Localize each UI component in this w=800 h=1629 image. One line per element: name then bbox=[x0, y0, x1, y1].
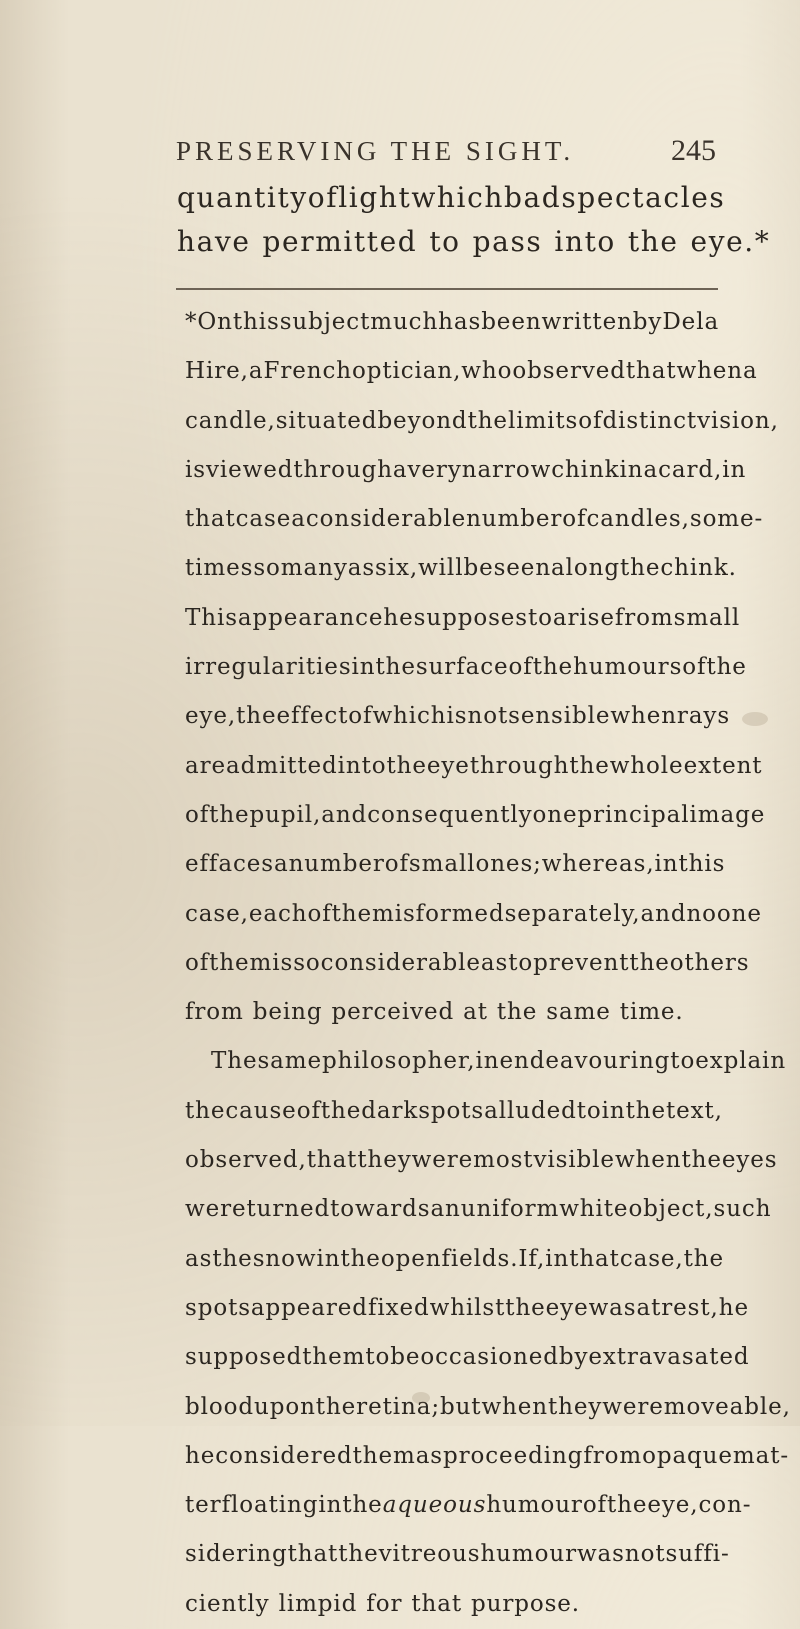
word: into bbox=[554, 225, 616, 258]
word: when bbox=[481, 1393, 548, 1420]
word: of bbox=[582, 1492, 607, 1519]
word: has bbox=[438, 309, 482, 335]
word: De bbox=[662, 309, 697, 335]
word: in bbox=[601, 1097, 626, 1124]
word: cause bbox=[225, 1097, 297, 1124]
word: them bbox=[352, 1442, 416, 1469]
text-line bbox=[185, 544, 737, 593]
word: pass bbox=[472, 225, 543, 258]
text-line bbox=[185, 1481, 752, 1530]
word: eye, bbox=[185, 703, 237, 730]
footnote-rule bbox=[176, 288, 718, 290]
word: separately, bbox=[504, 900, 641, 927]
word: of bbox=[562, 506, 587, 533]
word: a bbox=[743, 358, 758, 385]
word: of bbox=[508, 654, 533, 681]
word: in bbox=[619, 456, 644, 483]
text-line bbox=[185, 397, 779, 446]
word: moveable, bbox=[663, 1393, 791, 1420]
word: the bbox=[338, 1541, 379, 1568]
text-line bbox=[177, 176, 726, 220]
word: to bbox=[508, 949, 534, 976]
word: occasioned bbox=[420, 1344, 559, 1371]
word: * bbox=[185, 309, 198, 335]
word: to bbox=[576, 1097, 602, 1124]
word: On bbox=[197, 309, 233, 335]
word: vitreous bbox=[378, 1541, 481, 1568]
word: the bbox=[620, 555, 661, 582]
word: in bbox=[654, 851, 679, 878]
word: retina bbox=[356, 1393, 432, 1420]
word: the bbox=[342, 1492, 383, 1519]
word: by bbox=[632, 309, 663, 335]
word: irregularities bbox=[185, 654, 352, 681]
word: that bbox=[411, 1590, 462, 1617]
word: and bbox=[640, 900, 687, 927]
word: into bbox=[337, 752, 387, 779]
word: fields. bbox=[441, 1245, 519, 1272]
word: in bbox=[475, 1048, 500, 1075]
word: was bbox=[576, 1541, 625, 1568]
word: small bbox=[408, 851, 476, 878]
word: were bbox=[411, 1147, 474, 1174]
word: seen bbox=[493, 555, 552, 582]
word: of bbox=[384, 851, 409, 878]
word: the bbox=[627, 225, 679, 258]
word: purpose. bbox=[470, 1590, 581, 1617]
word: them bbox=[302, 1344, 366, 1371]
word: written bbox=[541, 309, 633, 335]
word: that bbox=[287, 1541, 339, 1568]
word: of bbox=[578, 407, 603, 434]
word: sidering bbox=[185, 1541, 288, 1568]
word: rays bbox=[676, 703, 731, 730]
word: the bbox=[625, 1097, 666, 1124]
word: a bbox=[248, 358, 264, 385]
text-line bbox=[177, 220, 771, 264]
word: eyes bbox=[721, 1147, 778, 1174]
word: con- bbox=[698, 1492, 752, 1519]
word: the bbox=[185, 1097, 226, 1124]
word: them bbox=[209, 949, 273, 976]
word: explain bbox=[695, 1048, 787, 1075]
word: when bbox=[610, 703, 677, 730]
word: considerable bbox=[320, 949, 481, 976]
word: have bbox=[177, 225, 251, 258]
word: one bbox=[532, 801, 578, 828]
word: endeavouring bbox=[499, 1048, 671, 1075]
word: the bbox=[683, 1245, 725, 1272]
word: object, bbox=[628, 1196, 714, 1223]
word: snow bbox=[252, 1245, 317, 1272]
text-line bbox=[185, 1284, 749, 1333]
word: very bbox=[407, 456, 462, 483]
word: the bbox=[386, 752, 427, 779]
word: at bbox=[636, 1294, 662, 1321]
word: six, bbox=[375, 555, 419, 582]
word: to bbox=[527, 604, 553, 631]
word: consequently bbox=[367, 801, 533, 828]
word: limits bbox=[507, 407, 579, 434]
word: the bbox=[681, 1147, 722, 1174]
text-line bbox=[185, 1037, 787, 1086]
word: case, bbox=[619, 1245, 684, 1272]
text-line bbox=[185, 495, 764, 544]
word: permitted bbox=[262, 225, 418, 258]
word: arise bbox=[552, 604, 615, 631]
word: ciently bbox=[185, 1590, 270, 1617]
word: whereas, bbox=[541, 851, 655, 878]
word: turned bbox=[246, 1196, 331, 1223]
word: of bbox=[296, 1097, 321, 1124]
word: been bbox=[481, 309, 542, 335]
text-line bbox=[185, 939, 750, 988]
word: through bbox=[293, 456, 393, 483]
word: subject bbox=[279, 309, 371, 335]
text-line bbox=[185, 347, 758, 396]
word: are bbox=[185, 752, 227, 779]
text-line bbox=[185, 791, 766, 840]
word: of bbox=[307, 181, 339, 214]
running-head bbox=[176, 134, 716, 174]
word: which bbox=[372, 703, 447, 730]
word: case, bbox=[185, 900, 249, 927]
word: perceived bbox=[331, 999, 455, 1026]
word: to bbox=[429, 225, 461, 258]
text-line bbox=[185, 742, 763, 791]
word: the bbox=[315, 1393, 357, 1420]
word: through bbox=[469, 752, 570, 779]
word: of bbox=[307, 900, 332, 927]
word: ; bbox=[431, 1393, 440, 1420]
word: towards bbox=[330, 1196, 431, 1223]
text-line bbox=[185, 988, 719, 1037]
word: small bbox=[673, 604, 741, 631]
word: whole bbox=[609, 752, 684, 779]
word: This bbox=[185, 604, 238, 631]
word: is bbox=[446, 703, 468, 730]
word: humour bbox=[480, 1541, 577, 1568]
word: French bbox=[263, 358, 352, 385]
text-line bbox=[185, 1185, 772, 1234]
word: they bbox=[547, 1393, 603, 1420]
word: many bbox=[280, 555, 348, 582]
word: in bbox=[316, 1245, 341, 1272]
paper-stain bbox=[412, 1392, 430, 1404]
word: times bbox=[185, 555, 254, 582]
word: candle, bbox=[185, 407, 276, 434]
word: uniform bbox=[460, 1196, 560, 1223]
word: the bbox=[375, 654, 416, 681]
word: each bbox=[248, 900, 308, 927]
word: will bbox=[418, 555, 464, 582]
word: be bbox=[463, 555, 494, 582]
word: dark bbox=[361, 1097, 419, 1124]
word: is bbox=[394, 900, 416, 927]
word: opaque bbox=[642, 1442, 733, 1469]
word: humours bbox=[573, 654, 683, 681]
word: the bbox=[320, 1097, 362, 1124]
word: candles, bbox=[586, 506, 690, 533]
word: the bbox=[532, 654, 574, 681]
word: an bbox=[430, 1196, 461, 1223]
word: same bbox=[257, 1048, 323, 1075]
word: they bbox=[357, 1147, 412, 1174]
word: others bbox=[669, 949, 750, 976]
word: effaces bbox=[185, 851, 274, 878]
word: supposes bbox=[413, 604, 528, 631]
text-line bbox=[185, 1530, 730, 1579]
word: card, bbox=[658, 456, 723, 483]
word: from bbox=[185, 999, 244, 1026]
word: observed, bbox=[185, 1147, 307, 1174]
word: eye bbox=[426, 752, 470, 779]
word: appearance bbox=[237, 604, 384, 631]
word: from bbox=[583, 1442, 643, 1469]
word: the bbox=[505, 1294, 546, 1321]
word: viewed bbox=[205, 456, 294, 483]
word: beyond bbox=[377, 407, 468, 434]
word: he bbox=[718, 1294, 749, 1321]
word: effect bbox=[276, 703, 349, 730]
word: distinct bbox=[602, 407, 698, 434]
word: case bbox=[235, 506, 292, 533]
word: to bbox=[670, 1048, 696, 1075]
word: of bbox=[185, 801, 210, 828]
word: this bbox=[232, 309, 280, 335]
word: some- bbox=[689, 506, 764, 533]
word: is bbox=[185, 456, 206, 483]
word: situated bbox=[275, 407, 378, 434]
word: of bbox=[348, 703, 373, 730]
word: a bbox=[273, 851, 289, 878]
word: for bbox=[366, 1590, 403, 1617]
word: and bbox=[321, 801, 368, 828]
word: supposed bbox=[185, 1344, 303, 1371]
text-line bbox=[185, 1432, 790, 1481]
word: la bbox=[696, 309, 720, 335]
word: the bbox=[467, 407, 508, 434]
word: much bbox=[370, 309, 439, 335]
word: spots bbox=[418, 1097, 485, 1124]
word: number bbox=[288, 851, 385, 878]
word: by bbox=[558, 1344, 589, 1371]
word: such bbox=[713, 1196, 772, 1223]
word: spectacles bbox=[561, 181, 726, 214]
word: pupil, bbox=[249, 801, 322, 828]
word: so bbox=[293, 949, 321, 976]
text-line bbox=[185, 446, 747, 495]
word: the bbox=[212, 1245, 253, 1272]
word: in bbox=[722, 456, 747, 483]
word: of bbox=[185, 949, 210, 976]
text-line bbox=[185, 1087, 723, 1136]
word: philosopher, bbox=[322, 1048, 476, 1075]
word: formed bbox=[415, 900, 505, 927]
word: he bbox=[185, 1442, 216, 1469]
word: was bbox=[588, 1294, 637, 1321]
text-line bbox=[185, 1235, 725, 1284]
word: this bbox=[678, 851, 726, 878]
word: so bbox=[253, 555, 281, 582]
word: one bbox=[716, 900, 762, 927]
word: appeared bbox=[250, 1294, 368, 1321]
word: observed bbox=[512, 358, 626, 385]
word: eye, bbox=[647, 1492, 699, 1519]
word: when bbox=[676, 358, 744, 385]
text-line bbox=[185, 594, 741, 643]
word: ones; bbox=[475, 851, 542, 878]
word: the bbox=[496, 999, 538, 1026]
word: ter bbox=[185, 1492, 222, 1519]
word: floating bbox=[221, 1492, 319, 1519]
text-line bbox=[185, 1136, 778, 1185]
word: surface bbox=[415, 654, 509, 681]
word: considered bbox=[215, 1442, 353, 1469]
word: eye bbox=[545, 1294, 589, 1321]
word: when bbox=[614, 1147, 682, 1174]
word: humour bbox=[486, 1492, 583, 1519]
word: mat- bbox=[732, 1442, 790, 1469]
word: them bbox=[331, 900, 395, 927]
word: eye.* bbox=[690, 225, 771, 258]
word: rest, bbox=[661, 1294, 719, 1321]
word: of bbox=[682, 654, 707, 681]
paper-stain bbox=[742, 712, 768, 726]
word: in bbox=[545, 1245, 570, 1272]
word: The bbox=[211, 1048, 258, 1075]
word: blood bbox=[185, 1393, 254, 1420]
word: as bbox=[480, 949, 509, 976]
page-number: 245 bbox=[671, 134, 716, 167]
word: as bbox=[347, 555, 376, 582]
word: were bbox=[185, 1196, 247, 1223]
word: whilst bbox=[429, 1294, 506, 1321]
word: If, bbox=[518, 1245, 546, 1272]
word: but bbox=[439, 1393, 482, 1420]
word: at bbox=[463, 999, 488, 1026]
word: principal bbox=[577, 801, 690, 828]
word: in bbox=[318, 1492, 343, 1519]
word: he bbox=[383, 604, 414, 631]
word: proceeding bbox=[443, 1442, 584, 1469]
word: chink bbox=[551, 456, 620, 483]
word: the bbox=[706, 654, 747, 681]
word: aqueous bbox=[382, 1492, 487, 1519]
word: that bbox=[185, 506, 236, 533]
word: being bbox=[252, 999, 323, 1026]
word: vision, bbox=[697, 407, 779, 434]
footnote bbox=[185, 298, 791, 1629]
word: text, bbox=[666, 1097, 723, 1124]
word: that bbox=[306, 1147, 358, 1174]
word: number bbox=[466, 506, 563, 533]
word: the bbox=[209, 801, 250, 828]
word: that bbox=[625, 358, 677, 385]
word: chink. bbox=[660, 555, 737, 582]
word: considerable bbox=[305, 506, 467, 533]
word: were bbox=[602, 1393, 664, 1420]
word: prevent bbox=[533, 949, 630, 976]
word: as bbox=[415, 1442, 444, 1469]
word: the bbox=[569, 752, 610, 779]
word: not bbox=[467, 703, 509, 730]
word: in bbox=[351, 654, 376, 681]
word: to bbox=[365, 1344, 391, 1371]
word: suffi- bbox=[665, 1541, 730, 1568]
text-line bbox=[185, 1580, 719, 1629]
word: the bbox=[606, 1492, 648, 1519]
word: extent bbox=[683, 752, 763, 779]
word: same bbox=[546, 999, 611, 1026]
word: fixed bbox=[367, 1294, 430, 1321]
word: a bbox=[643, 456, 659, 483]
word: which bbox=[411, 181, 504, 214]
word: most bbox=[473, 1147, 534, 1174]
word: is bbox=[272, 949, 294, 976]
text-line bbox=[185, 1383, 791, 1432]
word: as bbox=[185, 1245, 213, 1272]
text-line bbox=[185, 692, 731, 741]
word: alluded bbox=[484, 1097, 577, 1124]
word: light bbox=[338, 181, 412, 214]
word: a bbox=[392, 456, 408, 483]
word: be bbox=[390, 1344, 421, 1371]
word: limpid bbox=[278, 1590, 358, 1617]
word: the bbox=[236, 703, 277, 730]
word: spots bbox=[185, 1294, 251, 1321]
word: that bbox=[569, 1245, 620, 1272]
word: visible bbox=[533, 1147, 615, 1174]
word: upon bbox=[254, 1393, 316, 1420]
word: who bbox=[461, 358, 513, 385]
word: white bbox=[559, 1196, 629, 1223]
word: sensible bbox=[508, 703, 611, 730]
word: time. bbox=[619, 999, 684, 1026]
word: not bbox=[624, 1541, 666, 1568]
text-line bbox=[185, 643, 747, 692]
word: the bbox=[629, 949, 670, 976]
word: optician, bbox=[351, 358, 462, 385]
word: bad bbox=[503, 181, 562, 214]
text-line bbox=[185, 298, 719, 347]
word: quantity bbox=[177, 181, 308, 214]
word: from bbox=[614, 604, 674, 631]
word: Hire, bbox=[185, 358, 249, 385]
word: open bbox=[380, 1245, 442, 1272]
word: no bbox=[686, 900, 717, 927]
text-line bbox=[185, 890, 762, 939]
main-text bbox=[177, 176, 771, 264]
word: narrow bbox=[461, 456, 552, 483]
text-line bbox=[185, 1333, 750, 1382]
word: image bbox=[689, 801, 766, 828]
text-line bbox=[185, 840, 726, 889]
word: a bbox=[291, 506, 306, 533]
word: extravasated bbox=[588, 1344, 750, 1371]
word: admitted bbox=[226, 752, 338, 779]
running-title: PRESERVING THE SIGHT. bbox=[176, 136, 575, 166]
word: the bbox=[340, 1245, 381, 1272]
word: along bbox=[551, 555, 620, 582]
